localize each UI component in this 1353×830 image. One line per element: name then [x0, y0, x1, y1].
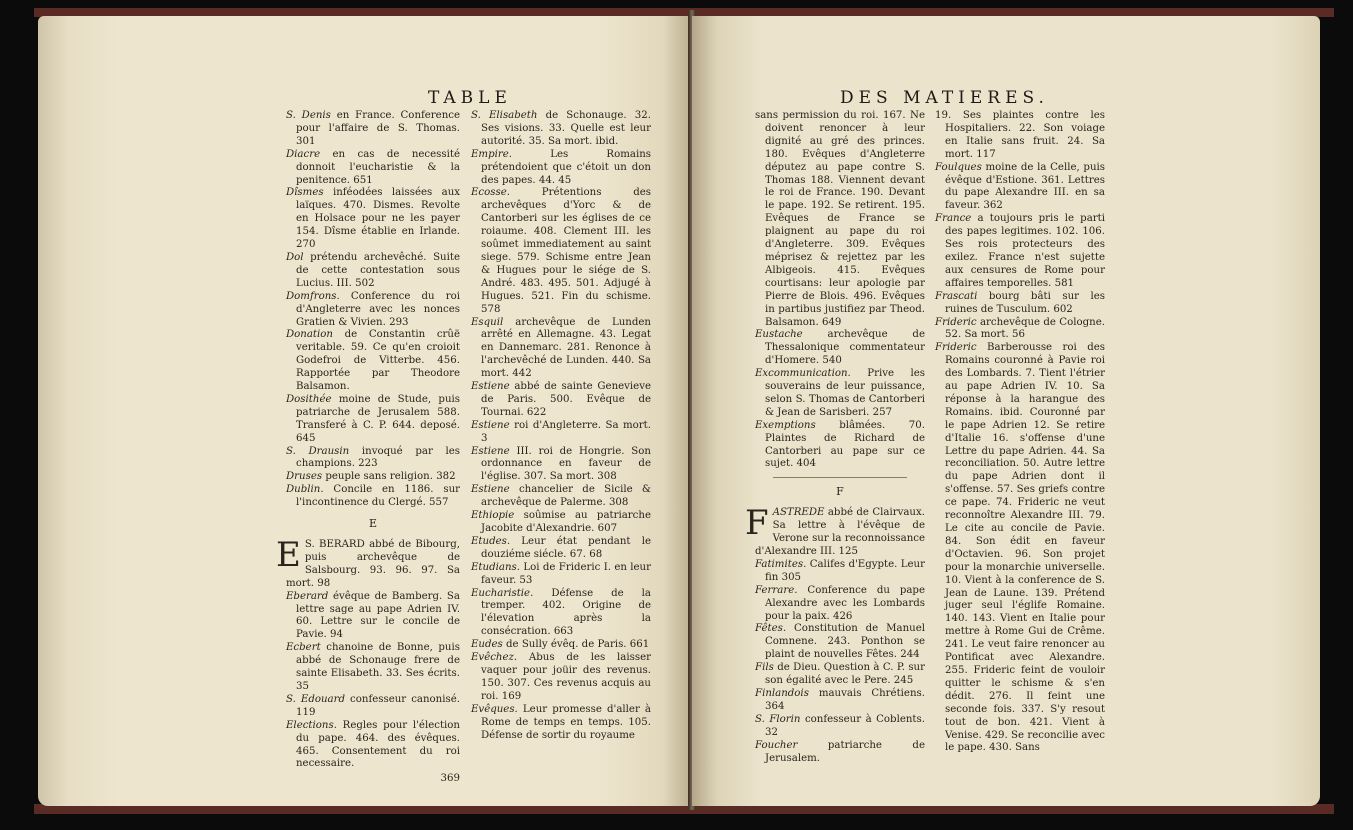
headword: Estiene — [471, 445, 510, 457]
entry-text: soûmise au patriarche Jacobite d'Alexandrie. 607 — [481, 510, 651, 534]
headword: Dol — [286, 251, 304, 263]
entry-text: en cas de necessité donnoit l'eucharistie & la penitence. 651 — [296, 148, 460, 186]
drop-cap: E — [276, 535, 301, 575]
entry-text: moine de la Celle, puis évêque d'Estione. 361. Lettres du pape Alexandre III. en sa faveur. 362 — [945, 161, 1105, 212]
entry-text: Conference du roi d'Angleterre avec les nonces Gratien & Vivien. 293 — [296, 290, 460, 328]
headword: Evêques. — [471, 703, 518, 715]
entry-text: Concile en 1186. sur l'incontinence du Clergé. 557 — [296, 484, 460, 509]
index-entry — [755, 110, 925, 329]
headword: Ferrare. — [755, 584, 798, 596]
index-entry — [755, 420, 925, 472]
entry-text: Défense de la tremper. 402. Origine de l'élevation après la consécration. 663 — [481, 587, 651, 638]
headword: Eustache — [755, 329, 803, 341]
index-entry — [471, 704, 651, 743]
index-entry — [755, 329, 925, 368]
index-entry — [286, 110, 460, 149]
section-rule — [773, 477, 907, 478]
headword: S. Florin — [755, 713, 801, 725]
headword: Frideric — [935, 316, 977, 328]
index-entry — [755, 740, 925, 766]
index-entry — [755, 714, 925, 740]
index-entry — [471, 317, 651, 382]
entry-text: bourg bâti sur les ruines de Tusculum. 602 — [945, 290, 1105, 315]
entry-text: archevêque de Lunden arrêté en Allemagne. 43. Legat en Dannemarc. 281. Renonce à l'archevêché de Lunden. 440. Sa mort. 442 — [481, 316, 651, 380]
index-entry — [471, 420, 651, 446]
index-entry — [935, 317, 1105, 343]
entry-text: Barberousse roi des Romains couronné à Pavie roi des Lombards. 7. Tient l'étrier au pape Adrien IV. 10. Sa réponse à la harangue des Romains. ibid. Couronné par le pape Adrien 12. Se retire d'Italie 16. s'offense d'une Lettre du pape Adrien. 44. Sa reconciliation. 50. Autre lettre du pape Adrien dont il s'offense. 57. Ses griefs contre ce pape. 74. Frideric ne veut reconnoître Alexandre III. 79. Le cite au concile de Pavie. 84. Son édit en faveur d'Octavien. 96. Son projet pour la monarchie universelle. 10. Vient à la conference de S. Jean de Laune. 139. Prétend juger seul l'églife Romaine. 140. 143. Vient en Italie pour mettre à Rome Gui de Crême. 241. Le veut faire renoncer au Pontificat avec Alexandre. 255. Frideric feint de vouloir quitter le schisme & s'en dédit. 276. Il feint une seconde fois. 337. S'y resout tout de bon. 421. Vient à Venise. 429. Se reconcilie avec le pape. 430. Sans — [945, 342, 1105, 754]
headword: S. Edouard — [286, 693, 346, 705]
entry-text: abbé de sainte Genevieve de Paris. 500. Evêque de Tournai. 622 — [481, 381, 651, 418]
running-head-right: DES MATIERES. — [840, 88, 1049, 108]
entry-text: Califes d'Egypte. Leur fin 305 — [765, 558, 925, 583]
headword: Diacre — [286, 148, 321, 160]
index-entry — [471, 639, 651, 652]
index-entry — [471, 446, 651, 485]
headword: France — [935, 213, 972, 225]
headword: Druses — [286, 471, 323, 483]
left-page-column-1 — [276, 110, 460, 786]
right-page — [692, 16, 1320, 806]
section-letter-e: E — [368, 517, 378, 531]
index-entry — [755, 688, 925, 714]
section-letter-f: F — [836, 485, 844, 499]
entry-text: prétendu archevêché. Suite de cette contestation sous Lucius. III. 502 — [296, 251, 460, 289]
entry-text: Regles pour l'élection du pape. 464. des évêques. 465. Consentement du roi necessaire. — [296, 719, 460, 770]
index-entry — [755, 559, 925, 585]
entry-text: évêque de Bamberg. Sa lettre sage au pape Adrien IV. 60. Lettre sur le concile de Pavie. 94 — [296, 590, 460, 641]
headword: Frideric — [935, 342, 977, 354]
entry-text: Abus de les laisser vaquer pour joüir des revenus. 150. 307. Ces revenus acquis au roi. 169 — [481, 652, 651, 702]
index-entry — [471, 381, 651, 420]
headword: Fils — [755, 662, 774, 674]
right-page-column-1 — [745, 110, 925, 765]
entry-text: Conference du pape Alexandre avec les Lombards pour la paix. 426 — [765, 584, 925, 622]
entry-text: peuple sans religion. 382 — [325, 471, 456, 483]
headword: Frascati — [935, 290, 978, 302]
index-entry — [286, 642, 460, 694]
entry-text: confesseur canonisé. 119 — [296, 693, 460, 718]
index-entry — [286, 291, 460, 330]
headword: S. Drausin — [286, 445, 350, 457]
index-entry — [286, 446, 460, 472]
headword: Elections. — [286, 719, 337, 731]
index-entry — [471, 588, 651, 640]
entry-text: Leur état pendant le douziéme siécle. 67. 68 — [481, 535, 651, 560]
left-page — [38, 16, 692, 806]
headword: Evêchez. — [471, 652, 518, 664]
headword: Exemptions — [755, 419, 816, 431]
index-entry — [286, 394, 460, 446]
entry-text: de Constantin crûë veritable. 59. Ce qu'en croioit Godefroi de Vitterbe. 456. Rapportée par Theodore Balsamon. — [296, 329, 460, 393]
entry-text: patriarche de Jerusalem. — [765, 739, 925, 764]
index-entry — [471, 110, 651, 149]
headword: Empire. — [471, 148, 513, 160]
catchword: 369 — [440, 773, 460, 785]
headword: Fatimites. — [755, 558, 807, 570]
entry-text: roi d'Angleterre. Sa mort. 3 — [481, 419, 651, 444]
headword: Foulques — [935, 161, 982, 173]
headword: Foucher — [755, 739, 798, 751]
entry-text: Leur promesse d'aller à Rome de temps en temps. 105. Défense de sortir du royaume — [481, 703, 651, 741]
index-entry — [471, 536, 651, 562]
entry-text: archevêque de Cologne. 52. Sa mort. 56 — [945, 316, 1105, 341]
index-entry — [286, 694, 460, 720]
headword: Eucharistie. — [471, 587, 534, 599]
entry-text: inféodées laissées aux laïques. 470. Dismes. Revolte en Holsace pour ne les payer 154. Dîsme établie en Irlande. 270 — [296, 187, 460, 251]
index-entry — [286, 720, 460, 772]
headword: Dîsmes — [286, 187, 324, 199]
index-entry — [286, 591, 460, 643]
index-entry — [755, 623, 925, 662]
headword: S. Elisabeth — [471, 110, 538, 121]
entry-text: de Schonauge. 32. Ses visions. 33. Quelle est leur autorité. 35. Sa mort. ibid. — [481, 110, 651, 147]
index-entry — [286, 329, 460, 394]
headword: Domfrons. — [286, 290, 340, 302]
entry-text: confesseur à Coblents. 32 — [765, 713, 925, 738]
left-page-column-2 — [471, 110, 651, 742]
headword: Ecosse. — [471, 187, 510, 199]
headword: S. Denis — [286, 110, 331, 121]
index-entry-lead — [276, 535, 460, 591]
index-entry — [755, 368, 925, 420]
headword: Ethiopie — [471, 510, 515, 522]
index-entry — [935, 342, 1105, 755]
entry-text: Loi de Frideric I. en leur faveur. 53 — [481, 561, 651, 586]
index-entry — [471, 510, 651, 536]
entry-text: Les Romains prétendoient que c'étoit un don des papes. 44. 45 — [481, 148, 651, 186]
headword: Estiene — [471, 381, 510, 393]
entry-text: 19. Ses plaintes contre les Hospitaliers. 22. Son voiage en Italie sans fruit. 24. Sa mort. 117 — [935, 110, 1105, 160]
entry-text: de Dieu. Question à C. P. sur son égalité avec le Pere. 245 — [765, 662, 925, 687]
entries-d — [286, 110, 460, 510]
index-entry — [286, 187, 460, 252]
entry-text: sans permission du roi. 167. Ne doivent renoncer à leur dignité au gré des princes. 180. Evêques d'Angleterre députez au pape contre S. Thomas 188. Viennent devant le roi de France. 190. Devant le pape. 192. Se retirent. 195. Evêques de France se plaignent au pape du roi d'Angleterre. 309. Evêques méprisez & rejettez par les Albigeois. 415. Evêques courtisans: leur apologie par Pierre de Blois. 496. Evêques in partibus justifiez par Theod. Balsamon. 649 — [755, 110, 925, 328]
headword: Ecbert — [286, 642, 321, 654]
index-entry — [471, 652, 651, 704]
entry-text: Prétentions des archevêques d'Yorc & de Cantorberi sur les églises de ce roiaume. 408. Clement III. les soûmet immediatement au saint siege. 579. Schisme entre Jean & Hugues pour le siége de S. André. 483. 495. 501. Adjugé à Hugues. 521. Fin du schisme. 578 — [481, 187, 651, 315]
entry-text: a toujours pris le parti des papes legitimes. 102. 106. Ses rois protecteurs des exilez. France n'est sujette aux censures de Rome pour affaires temporelles. 581 — [945, 213, 1105, 289]
headword: Etudes. — [471, 535, 511, 547]
entry-text: de Sully évêq. de Paris. 661 — [506, 639, 650, 651]
entry-text: invoqué par les champions. 223 — [296, 445, 460, 470]
index-entry — [286, 252, 460, 291]
index-entry — [935, 291, 1105, 317]
headword: Dublin. — [286, 484, 324, 496]
running-head-left: TABLE — [428, 88, 512, 108]
index-entry — [755, 662, 925, 688]
entry-text: blâmées. 70. Plaintes de Richard de Cantorberi au pape sur ce sujet. 404 — [765, 419, 925, 470]
entry-text: abbé de Bibourg, puis archevêque de Salsbourg. 93. 96. 97. Sa mort. 98 — [286, 539, 460, 589]
entry-text: Prive les souverains de leur puissance, selon S. Thomas de Cantorberi & Jean de Sarisberi. 257 — [765, 368, 925, 418]
entry-text: moine de Stude, puis patriarche de Jerusalem 588. Transferé à C. P. 644. deposé. 645 — [296, 393, 460, 444]
index-entry — [935, 110, 1105, 162]
index-entry — [755, 585, 925, 624]
index-entry — [471, 484, 651, 510]
index-entry — [471, 562, 651, 588]
entry-text: mauvais Chrétiens. 364 — [765, 687, 925, 712]
entry-text: abbé de Clairvaux. Sa lettre à l'évêque de Verone sur la reconnoissance d'Alexandre III. 125 — [755, 507, 925, 557]
entry-text: III. roi de Hongrie. Son ordonnance en faveur de l'église. 307. Sa mort. 308 — [481, 445, 651, 483]
index-entry — [935, 213, 1105, 290]
entry-text: chancelier de Sicile & archevêque de Palerme. 308 — [481, 484, 652, 509]
headword: Dosithée — [286, 393, 332, 405]
headword: Excommunication. — [755, 368, 851, 380]
index-entry — [935, 162, 1105, 214]
headword: Estiene — [471, 419, 510, 431]
headword: Fêtes. — [755, 623, 787, 635]
headword: Etudians. — [471, 561, 520, 573]
right-page-column-2 — [935, 110, 1105, 755]
entry-text: chanoine de Bonne, puis abbé de Schonauge frere de sainte Elisabeth. 33. Ses écrits. 35 — [296, 642, 460, 692]
headword: Eberard — [286, 590, 329, 602]
entry-text: en France. Conference pour l'affaire de S. Thomas. 301 — [296, 110, 460, 147]
headword: S. BERARD — [304, 539, 365, 550]
index-entry — [471, 149, 651, 188]
headword: Donation — [286, 329, 333, 341]
entry-text: archevêque de Thessalonique commentateur d'Homere. 540 — [765, 329, 925, 367]
entry-text: Constitution de Manuel Comnene. 243. Ponthon se plaint de nouvelles Fêtes. 244 — [765, 623, 925, 661]
drop-cap: F — [745, 503, 769, 544]
headword: ASTREDE — [772, 507, 825, 519]
headword: Estiene — [471, 484, 510, 496]
headword: Finlandois — [755, 687, 809, 699]
index-entry — [286, 471, 460, 484]
index-entry-lead — [745, 503, 925, 559]
headword: Esquil — [471, 316, 504, 328]
index-entry — [286, 149, 460, 188]
index-entry — [471, 187, 651, 316]
index-entry — [286, 484, 460, 510]
headword: Eudes — [471, 639, 503, 651]
